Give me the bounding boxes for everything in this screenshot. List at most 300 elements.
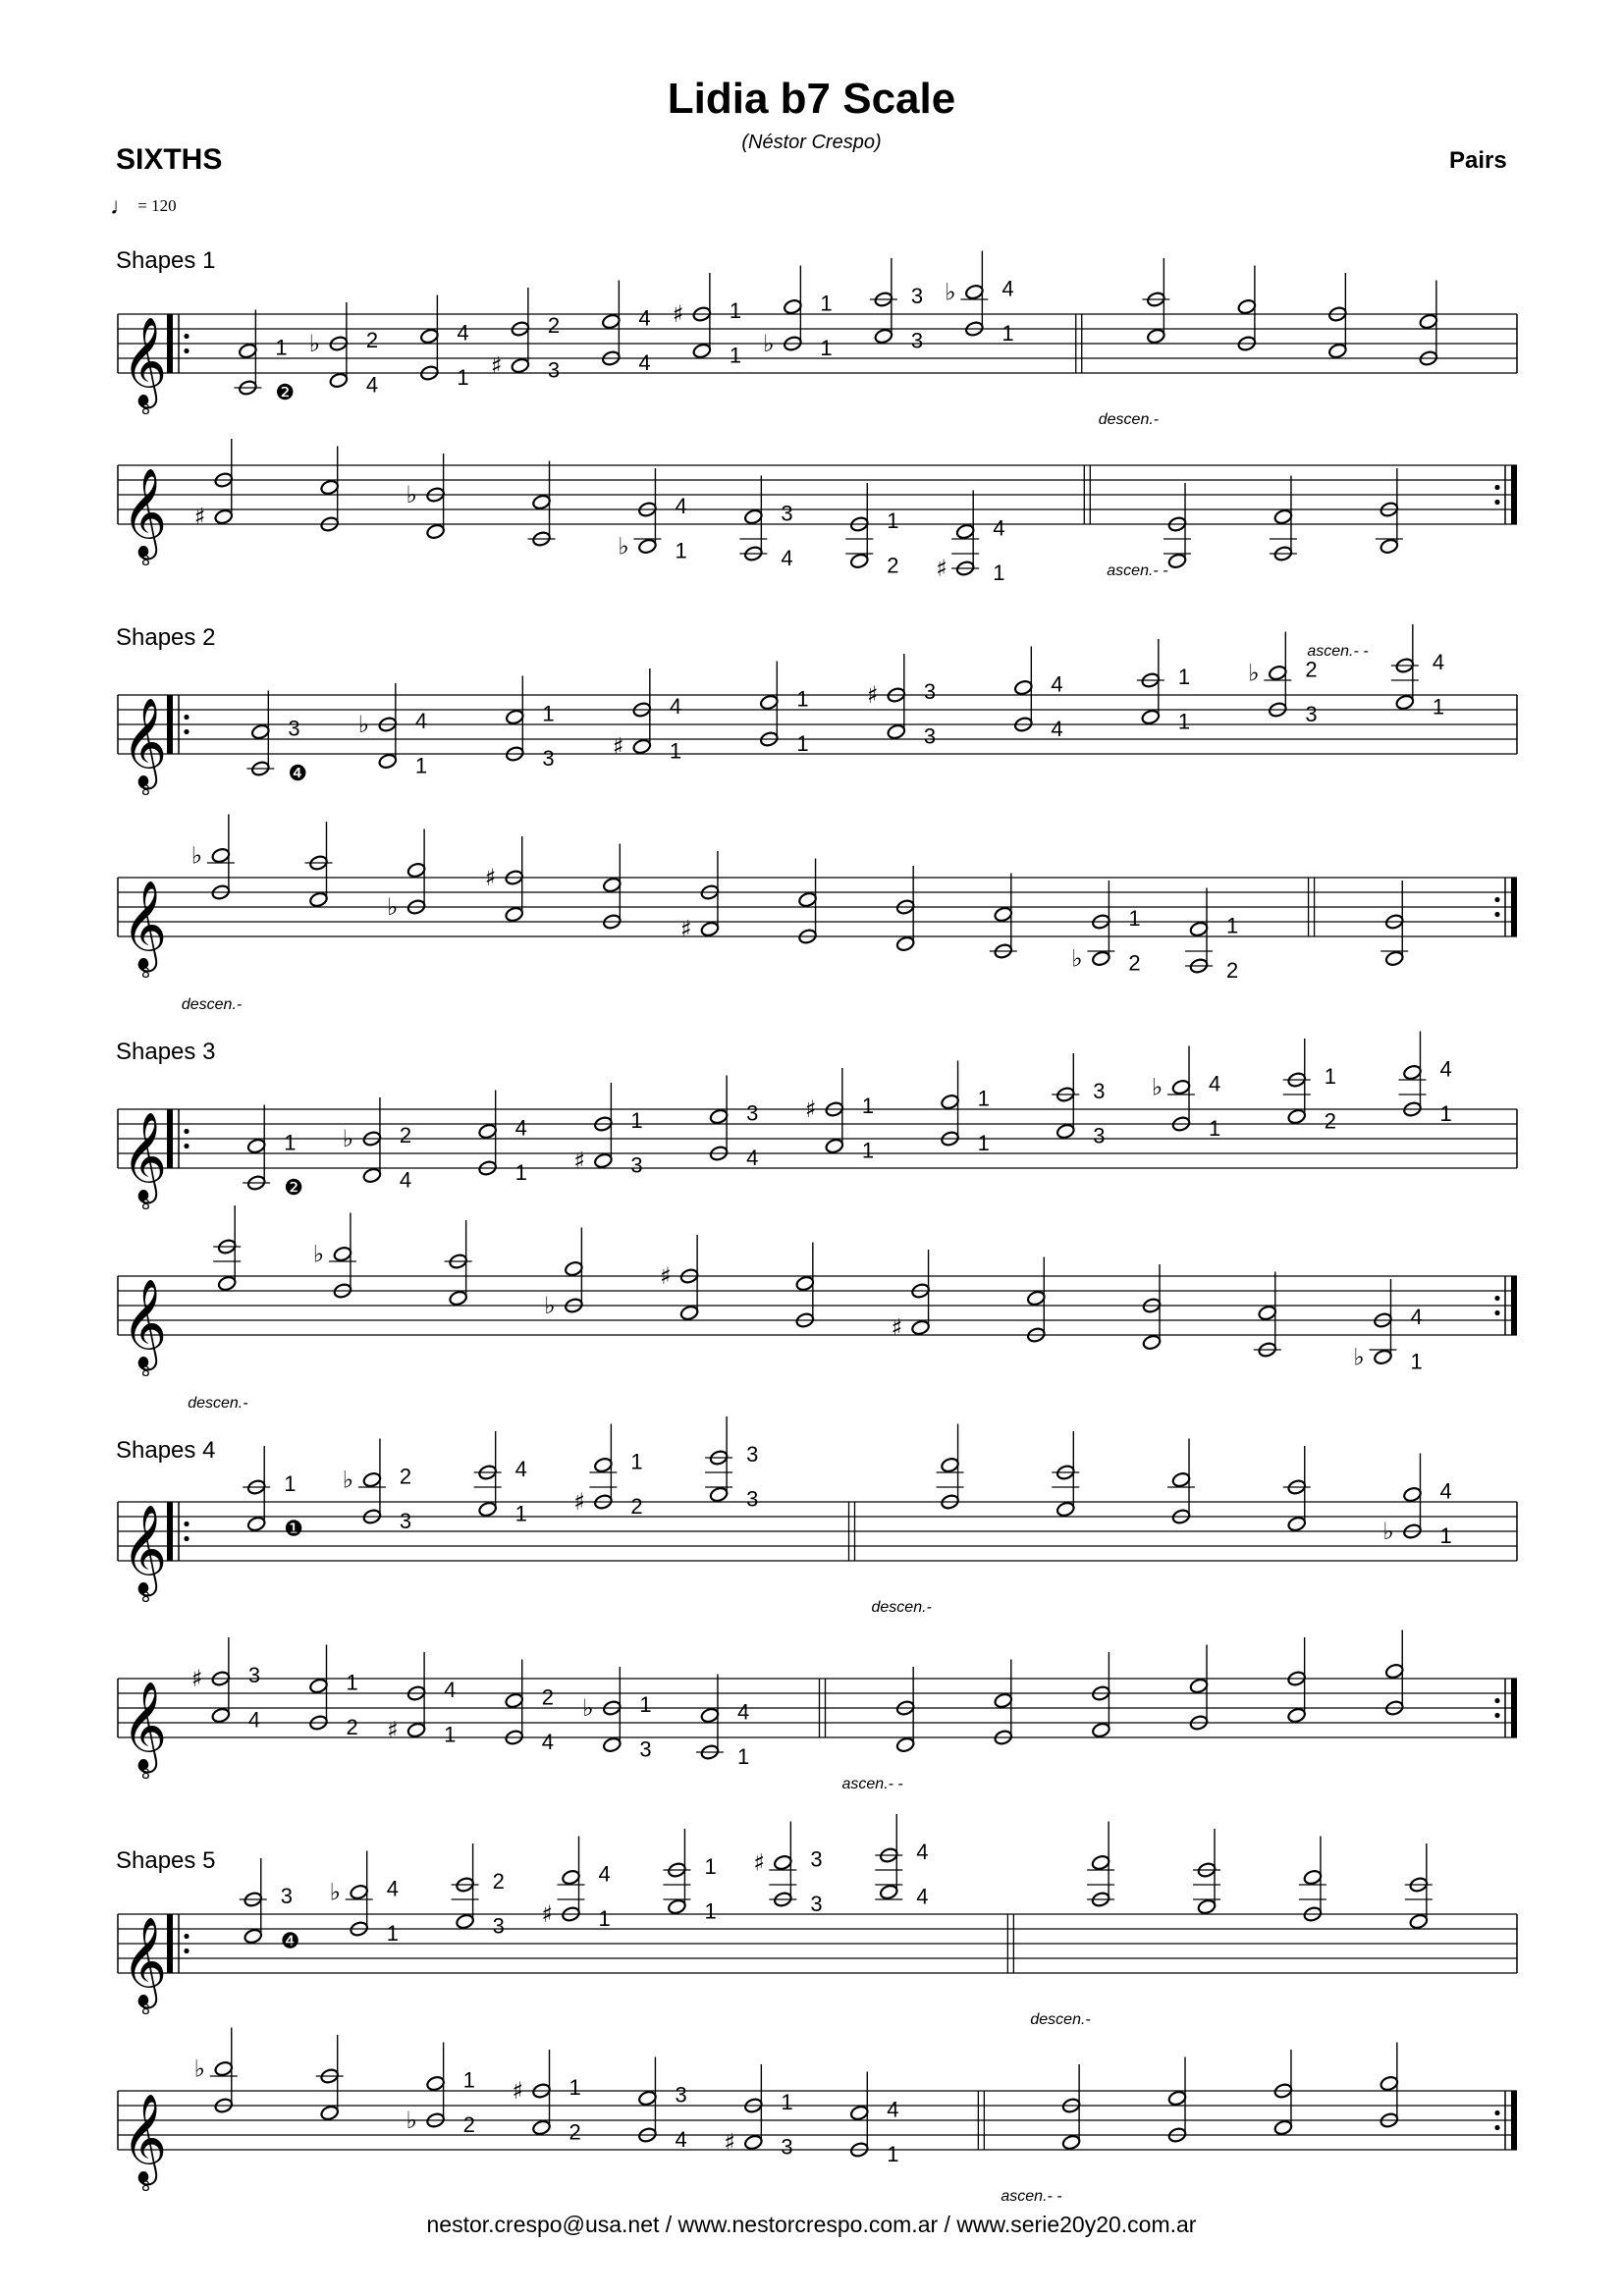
repeat-end-thick-bar xyxy=(1511,2091,1517,2150)
fingering-number: 1 xyxy=(887,2142,899,2166)
fingering-number: 1 xyxy=(1001,321,1014,346)
treble-clef-icon: 𝄞 xyxy=(122,1917,168,2005)
half-note-head xyxy=(700,1707,720,1724)
repeat-dot xyxy=(1494,485,1499,490)
fingering-number: 4 xyxy=(541,1730,554,1754)
sharp-sign: ♯ xyxy=(193,503,206,531)
fingering-number: 4 xyxy=(887,2097,899,2122)
fingering-number: 1 xyxy=(639,1692,652,1717)
half-note-head xyxy=(1189,1678,1209,1694)
repeat-dot xyxy=(184,729,189,734)
fingering-number: 3 xyxy=(280,1884,294,1908)
octave-marker: 8 xyxy=(141,783,150,799)
half-note-head xyxy=(700,921,720,937)
exercise-subtitle: SIXTHS xyxy=(116,143,223,176)
half-note-head xyxy=(709,1108,729,1125)
fingering-number: 2 xyxy=(492,1869,505,1894)
flat-sign: ♭ xyxy=(1152,1073,1163,1101)
half-note-head xyxy=(478,1501,498,1518)
fingering-number: 3 xyxy=(746,1442,759,1467)
half-note-head xyxy=(505,709,524,725)
direction-marking: ascen.- - xyxy=(1307,643,1369,660)
direction-marking: ascen.- - xyxy=(1107,562,1168,579)
sharp-sign: ♯ xyxy=(891,1313,903,1342)
half-note-head xyxy=(602,877,622,893)
direction-marking: descen.- xyxy=(1098,411,1160,428)
fingering-number: 1 xyxy=(704,1854,717,1879)
half-note-head xyxy=(849,553,869,569)
half-note-head xyxy=(250,723,270,740)
half-note-head xyxy=(709,1486,729,1503)
fingering-number: ❹ xyxy=(288,761,308,785)
direction-marking: ascen.- - xyxy=(841,1776,903,1792)
flat-sign: ♭ xyxy=(1248,659,1260,687)
half-note-head xyxy=(1287,1707,1307,1724)
repeat-dot xyxy=(1494,1296,1499,1301)
fingering-number: 1 xyxy=(736,1744,750,1769)
quarter-note-icon: ♩ xyxy=(110,194,134,220)
fingering-number: 4 xyxy=(638,350,651,375)
repeat-dot xyxy=(184,1536,189,1541)
half-note-head xyxy=(426,523,446,540)
fingering-number: 4 xyxy=(675,494,687,518)
half-note-head xyxy=(1167,2090,1187,2107)
fingering-number: 2 xyxy=(547,313,561,338)
fingering-number: 4 xyxy=(1410,1305,1423,1329)
fingering-number: 1 xyxy=(1177,709,1191,734)
half-note-head xyxy=(531,494,551,510)
repeat-end-thick-bar xyxy=(1511,465,1517,524)
fingering-number: 4 xyxy=(514,1457,527,1481)
fingering-number: 2 xyxy=(568,2119,581,2145)
fingering-number: 3 xyxy=(1305,702,1318,726)
flat-sign: ♭ xyxy=(406,481,417,508)
half-note-head xyxy=(419,328,439,345)
sharp-sign: ♯ xyxy=(387,1716,399,1744)
repeat-dot xyxy=(184,1144,189,1148)
half-note-head xyxy=(1013,679,1033,696)
fingering-number: 2 xyxy=(630,1494,643,1519)
half-note-head xyxy=(1189,921,1209,937)
half-note-head xyxy=(601,313,621,330)
section-label: Shapes 4 xyxy=(116,1437,216,1464)
sharp-sign: ♯ xyxy=(866,681,879,709)
fingering-number: 1 xyxy=(887,508,899,533)
half-note-head xyxy=(449,1290,468,1307)
half-note-head xyxy=(211,847,231,864)
fingering-number: 2 xyxy=(365,328,379,352)
fingering-number: 1 xyxy=(704,1898,717,1924)
half-note-head xyxy=(798,891,818,908)
fingering-number: 4 xyxy=(781,546,793,570)
fingering-number: 3 xyxy=(639,1736,652,1762)
fingering-number: ❶ xyxy=(284,1516,303,1541)
fingering-number: 4 xyxy=(746,1146,759,1170)
fingering-number: 2 xyxy=(399,1464,412,1489)
repeat-start-thick-bar xyxy=(167,1109,173,1168)
repeat-end-thick-bar xyxy=(1511,1679,1517,1737)
fingering-number: 1 xyxy=(861,1094,875,1118)
fingering-number: 1 xyxy=(346,1670,358,1695)
flat-sign: ♭ xyxy=(387,893,399,921)
repeat-end-thick-bar xyxy=(1511,1276,1517,1335)
fingering-number: 1 xyxy=(820,336,833,360)
sharp-sign: ♯ xyxy=(804,1095,817,1123)
fingering-number: 1 xyxy=(542,701,555,726)
fingering-number: 4 xyxy=(1209,1071,1221,1096)
half-note-head xyxy=(1142,1334,1162,1351)
flat-sign: ♭ xyxy=(1353,1343,1365,1371)
half-note-head xyxy=(637,2090,657,2107)
repeat-dot xyxy=(1494,2125,1499,2130)
fingering-number: 3 xyxy=(288,716,300,741)
half-note-head xyxy=(1380,2075,1399,2092)
half-note-head xyxy=(911,1319,931,1336)
half-note-head xyxy=(667,1898,686,1915)
half-note-head xyxy=(320,479,340,496)
half-note-head xyxy=(773,1854,792,1871)
half-note-head xyxy=(564,1260,583,1277)
sharp-sign: ♯ xyxy=(190,1665,203,1692)
fingering-number: 1 xyxy=(284,1471,297,1496)
half-note-head xyxy=(1380,538,1399,555)
half-note-head xyxy=(1171,1471,1191,1488)
fingering-number: 3 xyxy=(746,1100,759,1126)
half-note-head xyxy=(238,343,257,359)
flat-sign: ♭ xyxy=(312,1240,325,1268)
octave-marker: 8 xyxy=(141,1767,150,1783)
fingering-number: 1 xyxy=(462,2067,475,2093)
treble-clef-icon: 𝄞 xyxy=(122,317,168,405)
fingering-number: 3 xyxy=(542,746,555,771)
fingering-number: 3 xyxy=(810,1892,823,1916)
repeat-start-thick-bar xyxy=(167,695,173,754)
treble-clef-icon: 𝄞 xyxy=(122,1279,168,1367)
fingering-number: 2 xyxy=(541,1684,554,1710)
fingering-number: 3 xyxy=(1093,1123,1106,1148)
fingering-number: 2 xyxy=(1226,958,1239,983)
repeat-dot xyxy=(1494,1698,1499,1703)
half-note-head xyxy=(887,723,906,740)
flat-sign: ♭ xyxy=(945,278,956,306)
fingering-number: 1 xyxy=(630,1449,643,1474)
flat-sign: ♭ xyxy=(342,1125,354,1152)
half-note-head xyxy=(941,1457,960,1473)
flat-sign: ♭ xyxy=(329,1878,342,1906)
fingering-number: 4 xyxy=(1051,717,1063,741)
flat-sign: ♭ xyxy=(193,2055,206,2083)
sharp-sign: ♯ xyxy=(672,300,684,328)
fingering-number: 1 xyxy=(669,738,682,764)
section-label: Shapes 5 xyxy=(116,1847,216,1874)
fingering-number: 2 xyxy=(399,1123,412,1148)
sharp-sign: ♯ xyxy=(573,1488,586,1516)
fingering-number: 1 xyxy=(514,1501,527,1526)
repeat-dot xyxy=(1494,897,1499,902)
fingering-number: 1 xyxy=(729,343,742,368)
flat-sign: ♭ xyxy=(1382,1518,1394,1545)
fingering-number: 3 xyxy=(399,1509,412,1533)
half-note-head xyxy=(825,1138,844,1154)
fingering-number: 1 xyxy=(1209,1116,1221,1141)
half-note-head xyxy=(1091,1854,1110,1871)
flat-sign: ♭ xyxy=(544,1292,556,1319)
treble-clef-icon: 𝄞 xyxy=(122,881,168,969)
fingering-number: 4 xyxy=(916,1840,929,1864)
repeat-start-thick-bar xyxy=(167,1502,173,1561)
fingering-number: 1 xyxy=(1410,1349,1423,1374)
half-note-head xyxy=(561,1869,580,1886)
fingering-number: 4 xyxy=(598,1861,611,1887)
direction-marking: descen.- xyxy=(181,996,243,1013)
fingering-number: 1 xyxy=(1128,906,1141,931)
half-note-head xyxy=(1141,709,1161,725)
half-note-head xyxy=(1258,1305,1277,1321)
octave-marker: 8 xyxy=(141,2002,150,2018)
section-label: Shapes 1 xyxy=(116,247,216,274)
flat-sign: ♭ xyxy=(357,711,370,738)
half-note-head xyxy=(362,1471,382,1488)
half-note-head xyxy=(505,906,524,923)
half-note-head xyxy=(511,357,530,374)
sharp-sign: ♯ xyxy=(679,915,692,943)
fingering-number: 4 xyxy=(365,372,379,398)
fingering-number: ❷ xyxy=(284,1175,303,1200)
repeat-dot xyxy=(184,1129,189,1134)
half-note-head xyxy=(783,298,802,315)
fingering-number: 3 xyxy=(630,1152,643,1178)
fingering-number: 4 xyxy=(669,694,682,719)
fingering-number: 1 xyxy=(993,561,1005,585)
repeat-dot xyxy=(184,334,189,339)
fingering-number: 4 xyxy=(1439,1478,1452,1504)
half-note-head xyxy=(1287,1516,1307,1532)
octave-marker: 8 xyxy=(141,402,150,418)
repeat-start-thick-bar xyxy=(167,1914,173,1973)
sharp-sign: ♯ xyxy=(541,1900,554,1928)
fingering-number: 1 xyxy=(1177,665,1191,689)
half-note-head xyxy=(994,1692,1013,1709)
sharp-sign: ♯ xyxy=(660,1262,672,1290)
half-note-head xyxy=(1055,1501,1075,1518)
half-note-head xyxy=(308,1678,328,1694)
half-note-head xyxy=(1237,298,1257,315)
half-note-head xyxy=(692,343,712,359)
fingering-number: 3 xyxy=(247,1663,261,1687)
half-note-head xyxy=(895,1736,915,1753)
section-label: Shapes 2 xyxy=(116,624,216,651)
repeat-dot xyxy=(1494,912,1499,917)
page-title: Lidia b7 Scale xyxy=(667,75,956,123)
fingering-number: 3 xyxy=(781,2134,793,2160)
direction-marking: descen.- xyxy=(188,1395,248,1412)
half-note-head xyxy=(406,1722,426,1738)
fingering-number: 2 xyxy=(462,2112,475,2137)
sharp-sign: ♯ xyxy=(936,555,947,582)
fingering-number: 1 xyxy=(1439,1523,1452,1548)
fingering-number: 4 xyxy=(414,709,428,733)
half-note-head xyxy=(333,1246,352,1262)
sharp-sign: ♯ xyxy=(490,351,503,380)
fingering-number: 2 xyxy=(887,553,899,578)
flat-sign: ♭ xyxy=(763,330,775,357)
fingering-number: 3 xyxy=(547,357,561,383)
half-note-head xyxy=(964,284,984,300)
repeat-dot xyxy=(184,1934,189,1939)
fingering-number: ❷ xyxy=(275,380,296,404)
half-note-head xyxy=(602,1736,622,1753)
fingering-number: 3 xyxy=(910,328,924,353)
octave-marker: 8 xyxy=(141,1590,150,1606)
flat-sign: ♭ xyxy=(342,1466,354,1494)
flat-sign: ♭ xyxy=(582,1694,594,1722)
fingering-number: 2 xyxy=(1128,950,1141,976)
fingering-number: 1 xyxy=(444,1722,457,1747)
fingering-number: 3 xyxy=(1093,1079,1106,1103)
half-note-head xyxy=(531,2119,551,2136)
half-note-head xyxy=(217,1275,237,1292)
treble-clef-icon: 𝄞 xyxy=(122,1505,168,1593)
repeat-dot xyxy=(1494,1713,1499,1718)
half-note-head xyxy=(456,1913,475,1930)
flat-sign: ♭ xyxy=(618,532,629,561)
half-note-head xyxy=(1268,665,1287,681)
fingering-number: 1 xyxy=(796,731,809,756)
half-note-head xyxy=(243,1928,263,1945)
repeat-dot xyxy=(184,1949,189,1953)
fingering-number: 1 xyxy=(275,335,288,360)
half-note-head xyxy=(1303,1869,1323,1886)
half-note-head xyxy=(308,891,328,908)
fingering-number: 1 xyxy=(977,1131,990,1155)
repeat-dot xyxy=(184,348,189,353)
fingering-number: 4 xyxy=(1051,671,1063,697)
fingering-number: 1 xyxy=(977,1086,990,1111)
fingering-number: 3 xyxy=(923,679,937,704)
fingering-number: 3 xyxy=(910,284,924,308)
fingering-number: 1 xyxy=(781,2090,793,2114)
fingering-number: 4 xyxy=(675,2127,687,2152)
half-note-head xyxy=(879,1884,898,1900)
fingering-number: 4 xyxy=(399,1167,412,1193)
half-note-head xyxy=(1055,1123,1075,1140)
repeat-dot xyxy=(1494,500,1499,505)
half-note-head xyxy=(320,2105,340,2121)
author-credit: (Néstor Crespo) xyxy=(741,132,882,153)
direction-marking: ascen.- - xyxy=(1001,2188,1062,2205)
half-note-head xyxy=(632,738,652,755)
half-note-head xyxy=(795,1275,815,1292)
treble-clef-icon: 𝄞 xyxy=(122,1112,168,1201)
fingering-number: 4 xyxy=(444,1678,457,1702)
half-note-head xyxy=(679,1305,699,1321)
fingering-number: 2 xyxy=(1324,1108,1336,1134)
half-note-head xyxy=(1146,328,1165,345)
treble-clef-icon: 𝄞 xyxy=(122,698,168,786)
half-note-head xyxy=(759,694,779,711)
half-note-head xyxy=(1373,1349,1392,1365)
fingering-number: 3 xyxy=(810,1846,823,1872)
octave-marker: 8 xyxy=(141,1364,150,1380)
half-note-head xyxy=(1402,1064,1422,1081)
half-note-head xyxy=(214,2060,234,2077)
octave-marker: 8 xyxy=(141,2179,150,2195)
treble-clef-icon: 𝄞 xyxy=(122,1682,168,1770)
sharp-sign: ♯ xyxy=(512,2077,524,2105)
half-note-head xyxy=(1061,2134,1081,2151)
fingering-number: 2 xyxy=(346,1715,358,1739)
fingering-number: 1 xyxy=(568,2075,581,2100)
fingering-number: 1 xyxy=(1226,913,1239,938)
section-label: Shapes 3 xyxy=(116,1039,216,1065)
half-note-head xyxy=(1091,950,1110,967)
fingering-number: ❹ xyxy=(280,1928,300,1953)
half-note-head xyxy=(1409,1913,1429,1930)
half-note-head xyxy=(214,508,234,525)
half-note-head xyxy=(1171,1079,1191,1095)
grouping-label: Pairs xyxy=(1449,147,1507,174)
half-note-head xyxy=(1395,694,1415,711)
fingering-number: 1 xyxy=(386,1921,399,1946)
half-note-head xyxy=(406,862,426,879)
half-note-head xyxy=(362,1167,382,1184)
half-note-head xyxy=(849,2105,869,2121)
half-note-head xyxy=(1197,1898,1217,1915)
fingering-number: 3 xyxy=(492,1913,505,1939)
fingering-number: 1 xyxy=(457,365,469,390)
fingering-number: 1 xyxy=(675,538,687,563)
fingering-number: 3 xyxy=(746,1486,759,1512)
half-note-head xyxy=(941,1094,960,1110)
fingering-number: 1 xyxy=(820,291,833,316)
half-note-head xyxy=(350,1884,369,1900)
half-note-head xyxy=(505,1692,524,1709)
octave-marker: 8 xyxy=(141,554,150,569)
sharp-sign: ♯ xyxy=(612,732,624,761)
half-note-head xyxy=(1402,1486,1422,1503)
fingering-number: 4 xyxy=(916,1884,929,1909)
fingering-number: 3 xyxy=(675,2082,687,2108)
half-note-head xyxy=(994,906,1013,923)
tempo-value: = 120 xyxy=(137,196,177,215)
treble-clef-icon: 𝄞 xyxy=(122,468,168,557)
flat-sign: ♭ xyxy=(406,2107,417,2134)
fingering-number: 4 xyxy=(247,1707,261,1733)
fingering-number: 1 xyxy=(598,1906,611,1931)
fingering-number: 4 xyxy=(1432,650,1445,674)
half-note-head xyxy=(378,753,398,770)
octave-marker: 8 xyxy=(141,1198,150,1213)
half-note-head xyxy=(593,1457,613,1473)
half-note-head xyxy=(1384,1663,1404,1680)
fingering-number: 4 xyxy=(1001,276,1014,301)
half-note-head xyxy=(329,372,349,389)
half-note-head xyxy=(1026,1290,1046,1307)
direction-marking: descen.- xyxy=(1030,2011,1091,2028)
fingering-number: 4 xyxy=(457,320,469,346)
half-note-head xyxy=(637,538,657,555)
repeat-dot xyxy=(1494,1310,1499,1315)
sharp-sign: ♯ xyxy=(573,1147,586,1175)
half-note-head xyxy=(1273,508,1293,525)
flat-sign: ♭ xyxy=(308,330,321,357)
half-note-head xyxy=(211,1707,231,1724)
repeat-dot xyxy=(184,1522,189,1526)
half-note-head xyxy=(895,935,915,952)
half-note-head xyxy=(1419,313,1438,330)
fingering-number: 2 xyxy=(1305,657,1318,682)
fingering-number: 4 xyxy=(638,305,651,331)
